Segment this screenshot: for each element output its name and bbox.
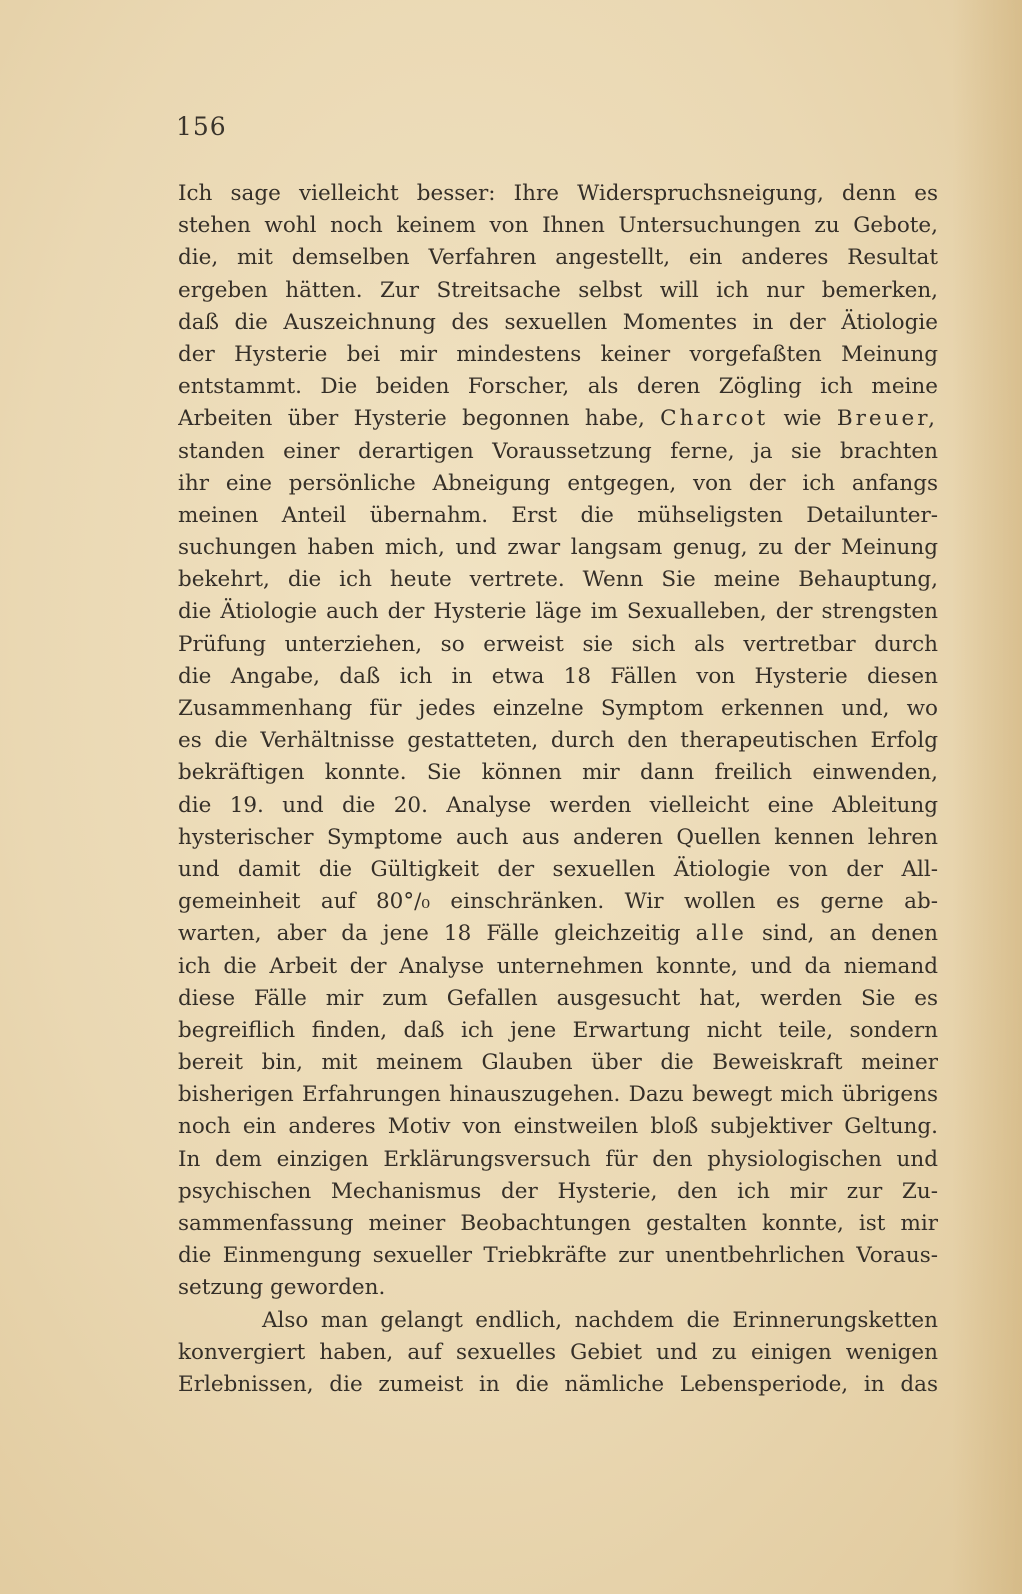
text-line: hysterischer Symptome auch aus anderen Quellen kennen lehren xyxy=(178,824,938,850)
page-edge-shadow xyxy=(952,0,1022,1594)
paragraph-first-line: Also man gelangt endlich, nachdem die Erinnerungsketten xyxy=(262,1307,938,1333)
text-line: bekräftigen konnte. Sie können mir dann freilich einwenden, xyxy=(178,760,938,786)
text-line: Prüfung unterziehen, so erweist sie sich als vertretbar durch xyxy=(178,631,938,657)
page-number: 156 xyxy=(176,112,227,141)
text-line: standen einer derartigen Voraussetzung ferne, ja sie brachten xyxy=(178,438,938,464)
text-line: die Ätiologie auch der Hysterie läge im Sexualleben, der strengsten xyxy=(178,599,938,625)
text-line: die, mit demselben Verfahren angestellt, ein anderes Resultat xyxy=(178,245,938,271)
text-line: sammenfassung meiner Beobachtungen gestalten konnte, ist mir xyxy=(178,1211,938,1236)
text-line: ergeben hätten. Zur Streitsache selbst will ich nur bemerken, xyxy=(178,277,938,303)
line-prefix: Arbeiten über Hysterie begonnen habe, xyxy=(178,406,645,432)
body-text xyxy=(178,178,938,1401)
text-line: begreiflich finden, daß ich jene Erwartung nicht teile, sondern xyxy=(178,1017,938,1043)
text-line: ihr eine persönliche Abneigung entgegen, von der ich anfangs xyxy=(178,470,938,496)
text-line: gemeinheit auf 80°/₀ einschränken. Wir wollen es gerne ab- xyxy=(178,889,938,915)
text-line: Zusammenhang für jedes einzelne Symptom erkennen und, wo xyxy=(178,696,938,721)
text-line: entstammt. Die beiden Forscher, als deren Zögling ich meine xyxy=(178,374,938,400)
text-line: noch ein anderes Motiv von einstweilen bloß subjektiver Geltung. xyxy=(178,1114,938,1140)
paragraph-end-line: setzung geworden. xyxy=(178,1275,386,1301)
line-prefix: warten, aber da jene 18 Fälle gleichzeitig xyxy=(178,921,681,947)
text-line: bereit bin, mit meinem Glauben über die Beweiskraft meiner xyxy=(178,1050,938,1076)
text-line: In dem einzigen Erklärungsversuch für den physiologischen und xyxy=(178,1146,938,1172)
text-line: suchungen haben mich, und zwar langsam genug, zu der Meinung xyxy=(178,535,938,561)
line-suffix: sind, an denen xyxy=(761,921,938,947)
text-line: Ich sage vielleicht besser: Ihre Widerspruchsneigung, denn es xyxy=(178,181,938,206)
author-name-breuer: Breuer, xyxy=(836,406,938,432)
text-line: stehen wohl noch keinem von Ihnen Untersuchungen zu Gebote, xyxy=(178,213,938,239)
author-name-charcot: Charcot xyxy=(660,406,769,432)
text-line: meinen Anteil übernahm. Erst die mühseligsten Detailunter- xyxy=(178,502,938,528)
text-line: die Angabe, daß ich in etwa 18 Fällen von Hysterie diesen xyxy=(178,663,938,689)
emphasis-alle: alle xyxy=(695,921,747,947)
text-line: psychischen Mechanismus der Hysterie, den ich mir zur Zu- xyxy=(178,1178,938,1204)
text-line xyxy=(178,403,938,435)
text-line: ich die Arbeit der Analyse unternehmen konnte, und da niemand xyxy=(178,953,938,979)
text-line: Erlebnissen, die zumeist in die nämliche Lebensperiode, in das xyxy=(178,1371,938,1397)
text-line: konvergiert haben, auf sexuelles Gebiet und zu einigen wenigen xyxy=(178,1339,938,1365)
text-line: und damit die Gültigkeit der sexuellen Ätiologie von der All- xyxy=(178,856,938,882)
text-line: daß die Auszeichnung des sexuellen Momentes in der Ätiologie xyxy=(178,309,938,335)
text-line: diese Fälle mir zum Gefallen ausgesucht hat, werden Sie es xyxy=(178,985,938,1011)
text-line: bisherigen Erfahrungen hinauszugehen. Dazu bewegt mich übrigens xyxy=(178,1082,938,1108)
text-line xyxy=(178,918,938,950)
text-line: der Hysterie bei mir mindestens keiner vorgefaßten Meinung xyxy=(178,341,938,367)
word-wie: wie xyxy=(783,406,822,432)
text-line: es die Verhältnisse gestatteten, durch den therapeutischen Erfolg xyxy=(178,728,938,754)
text-line: bekehrt, die ich heute vertrete. Wenn Sie meine Behauptung, xyxy=(178,567,938,593)
text-line: die Einmengung sexueller Triebkräfte zur unentbehrlichen Voraus- xyxy=(178,1243,938,1269)
text-line: die 19. und die 20. Analyse werden vielleicht eine Ableitung xyxy=(178,792,938,818)
